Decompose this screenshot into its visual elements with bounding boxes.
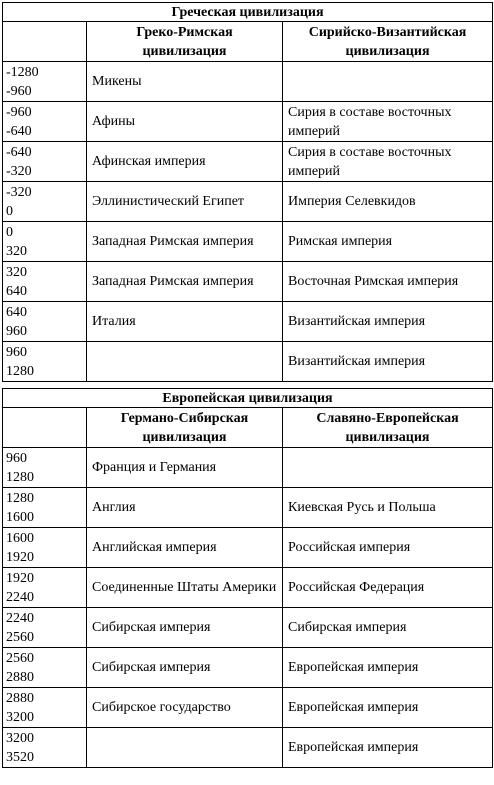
col1-cell: Английская империя — [87, 528, 283, 568]
header-line: цивилизация — [345, 429, 430, 445]
col2-cell: Российская Федерация — [283, 568, 493, 608]
europe-col1-header — [87, 408, 283, 448]
year-cell: 2560 2880 — [3, 648, 87, 688]
col1-cell: Сибирская империя — [87, 608, 283, 648]
europe-col2-header — [283, 408, 493, 448]
col2-cell: Византийская империя — [283, 342, 493, 382]
year-cell: 960 1280 — [3, 342, 87, 382]
col2-cell: Сирия в составе восточных империй — [283, 142, 493, 182]
col2-cell: Европейская империя — [283, 728, 493, 768]
year-header-empty — [3, 22, 87, 62]
year-cell: 3200 3520 — [3, 728, 87, 768]
year-cell: 1920 2240 — [3, 568, 87, 608]
table-row — [3, 448, 493, 488]
document-page — [2, 2, 492, 768]
col1-cell: Сибирская империя — [87, 648, 283, 688]
year-cell: 2880 3200 — [3, 688, 87, 728]
col1-cell: Италия — [87, 302, 283, 342]
year-cell: -640 -320 — [3, 142, 87, 182]
col1-cell: Афинская империя — [87, 142, 283, 182]
col1-cell — [87, 342, 283, 382]
col1-cell: Соединенные Штаты Америки — [87, 568, 283, 608]
col1-cell: Западная Римская империя — [87, 262, 283, 302]
table-title-row — [3, 389, 493, 408]
year-cell: 2240 2560 — [3, 608, 87, 648]
col1-cell: Франция и Германия — [87, 448, 283, 488]
col2-cell: Восточная Римская империя — [283, 262, 493, 302]
year-cell: 1600 1920 — [3, 528, 87, 568]
col1-cell: Сибирское государство — [87, 688, 283, 728]
greek-col1-header — [87, 22, 283, 62]
header-line: цивилизация — [142, 429, 227, 445]
header-line: Сирийско-Византийская — [308, 24, 467, 40]
header-line: цивилизация — [345, 43, 430, 59]
table-row — [3, 62, 493, 102]
year-cell: 320 640 — [3, 262, 87, 302]
table-row — [3, 222, 493, 262]
col1-cell — [87, 728, 283, 768]
col2-cell: Сирия в составе восточных империй — [283, 102, 493, 142]
table-row — [3, 342, 493, 382]
table-row — [3, 488, 493, 528]
europe-table-title: Европейская цивилизация — [3, 389, 493, 408]
header-line: Германо-Сибирская — [120, 410, 249, 426]
table-row — [3, 648, 493, 688]
header-line: цивилизация — [142, 43, 227, 59]
table-row — [3, 262, 493, 302]
year-cell: -960 -640 — [3, 102, 87, 142]
table-row — [3, 688, 493, 728]
col1-cell: Эллинистический Египет — [87, 182, 283, 222]
table-title-row — [3, 3, 493, 22]
greek-table-title: Греческая цивилизация — [3, 3, 493, 22]
col2-cell: Империя Селевкидов — [283, 182, 493, 222]
col2-cell — [283, 448, 493, 488]
year-cell: -1280 -960 — [3, 62, 87, 102]
col2-cell: Сибирская империя — [283, 608, 493, 648]
table-header-row — [3, 408, 493, 448]
greek-col2-header — [283, 22, 493, 62]
year-cell: 960 1280 — [3, 448, 87, 488]
greek-civilization-table — [2, 2, 493, 382]
year-header-empty — [3, 408, 87, 448]
table-row — [3, 102, 493, 142]
table-row — [3, 528, 493, 568]
table-row — [3, 302, 493, 342]
table-row — [3, 608, 493, 648]
table-row — [3, 182, 493, 222]
year-cell: 640 960 — [3, 302, 87, 342]
table-row — [3, 142, 493, 182]
col1-cell: Микены — [87, 62, 283, 102]
header-line: Греко-Римская — [136, 24, 233, 40]
col1-cell: Западная Римская империя — [87, 222, 283, 262]
year-cell: 1280 1600 — [3, 488, 87, 528]
col2-cell — [283, 62, 493, 102]
col2-cell: Византийская империя — [283, 302, 493, 342]
year-cell: 0 320 — [3, 222, 87, 262]
col2-cell: Европейская империя — [283, 648, 493, 688]
col2-cell: Европейская империя — [283, 688, 493, 728]
col2-cell: Российская империя — [283, 528, 493, 568]
col2-cell: Киевская Русь и Польша — [283, 488, 493, 528]
header-line: Славяно-Европейская — [316, 410, 459, 426]
european-civilization-table — [2, 388, 493, 768]
col1-cell: Англия — [87, 488, 283, 528]
col1-cell: Афины — [87, 102, 283, 142]
table-header-row — [3, 22, 493, 62]
col2-cell: Римская империя — [283, 222, 493, 262]
table-row — [3, 728, 493, 768]
year-cell: -320 0 — [3, 182, 87, 222]
table-row — [3, 568, 493, 608]
